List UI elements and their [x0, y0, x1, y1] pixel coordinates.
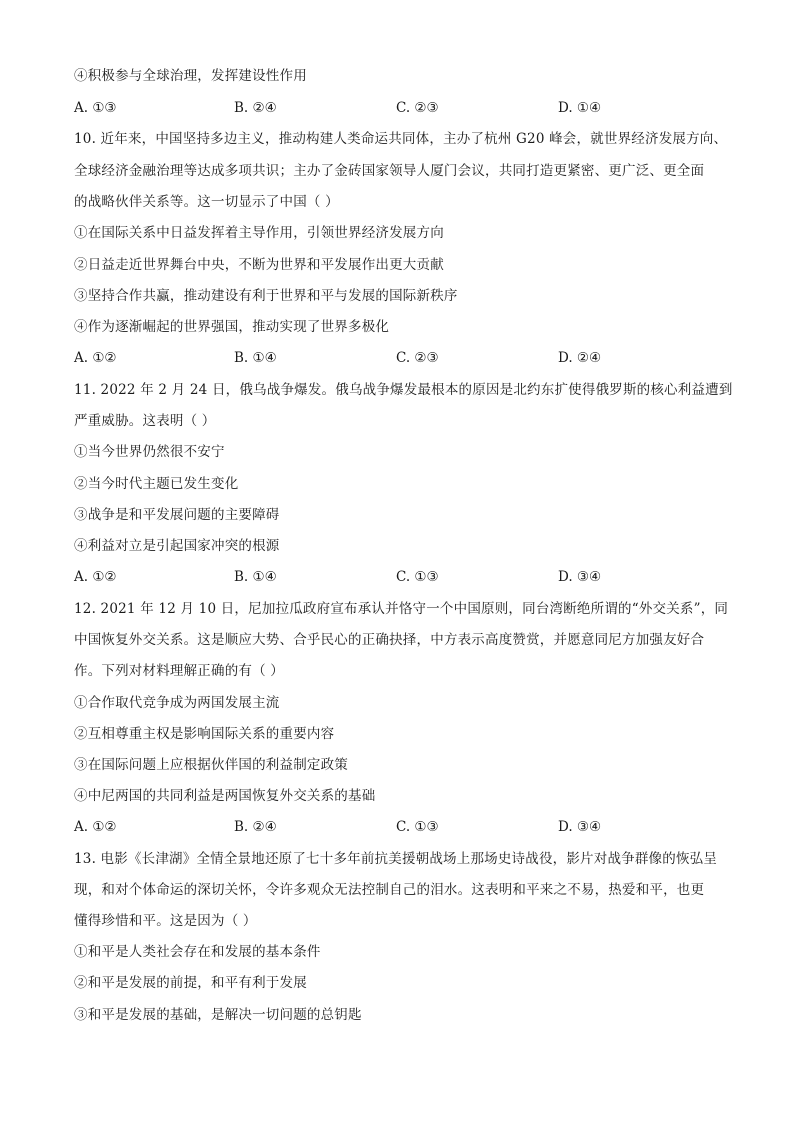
option-c[interactable]: C. ②③ [396, 100, 439, 116]
option-c[interactable]: C. ①③ [396, 569, 439, 585]
choice-statement: ①在国际关系中日益发挥着主导作用，引领世界经济发展方向 [74, 225, 444, 241]
option-a[interactable]: A. ①③ [74, 100, 117, 116]
answer-options [74, 349, 734, 367]
option-c[interactable]: C. ①③ [396, 819, 439, 835]
option-b[interactable]: B. ①④ [234, 350, 277, 366]
choice-statement: ②互相尊重主权是影响国际关系的重要内容 [74, 726, 335, 742]
choice-statement: ①和平是人类社会存在和发展的基本条件 [74, 944, 321, 960]
question-13-stem: 现，和对个体命运的深切关怀，令许多观众无法控制自己的泪水。这表明和平来之不易，热爱和平，也更 [74, 882, 705, 898]
option-a[interactable]: A. ①② [74, 569, 117, 585]
choice-statement: ①合作取代竞争成为两国发展主流 [74, 695, 280, 711]
choice-statement: ④积极参与全球治理，发挥建设性作用 [74, 68, 307, 84]
question-11-stem: 11. 2022 年 2 月 24 日，俄乌战争爆发。俄乌战争爆发最根本的原因是北约东扩使得俄罗斯的核心利益遭到 [74, 382, 733, 398]
option-d[interactable]: D. ③④ [558, 569, 602, 585]
option-a[interactable]: A. ①② [74, 350, 117, 366]
option-b[interactable]: B. ②④ [234, 819, 277, 835]
choice-statement: ④利益对立是引起国家冲突的根源 [74, 538, 280, 554]
choice-statement: ②和平是发展的前提，和平有利于发展 [74, 975, 307, 991]
question-10-stem: 10. 近年来，中国坚持多边主义，推动构建人类命运共同体，主办了杭州 G20 峰会，就世界经济发展方向、 [74, 131, 728, 147]
option-b[interactable]: B. ①④ [234, 569, 277, 585]
option-d[interactable]: D. ③④ [558, 819, 602, 835]
choice-statement: ①当今世界仍然很不安宁 [74, 444, 225, 460]
choice-statement: ④作为逐渐崛起的世界强国，推动实现了世界多极化 [74, 319, 390, 335]
question-11-stem: 严重威胁。这表明（ ） [74, 413, 216, 429]
choice-statement: ②日益走近世界舞台中央，不断为世界和平发展作出更大贡献 [74, 257, 444, 273]
answer-options [74, 99, 734, 117]
question-12-stem: 作。下列对材料理解正确的有（ ） [74, 663, 284, 679]
choice-statement: ③战争是和平发展问题的主要障碍 [74, 507, 280, 523]
option-d[interactable]: D. ②④ [558, 350, 602, 366]
choice-statement: ②当今时代主题已发生变化 [74, 476, 239, 492]
option-b[interactable]: B. ②④ [234, 100, 277, 116]
question-10-stem: 全球经济金融治理等达成多项共识；主办了金砖国家领导人厦门会议，共同打造更紧密、更广泛、更全面 [74, 163, 705, 179]
question-10-stem: 的战略伙伴关系等。这一切显示了中国（ ） [74, 194, 339, 210]
answer-options [74, 818, 734, 836]
choice-statement: ③在国际问题上应根据伙伴国的利益制定政策 [74, 757, 348, 773]
question-13-stem: 懂得珍惜和平。这是因为（ ） [74, 913, 257, 929]
question-13-stem: 13. 电影《长津湖》全情全景地还原了七十多年前抗美援朝战场上那场史诗战役，影片对战争群像的恢弘呈 [74, 851, 718, 867]
option-a[interactable]: A. ①② [74, 819, 117, 835]
choice-statement: ④中尼两国的共同利益是两国恢复外交关系的基础 [74, 788, 376, 804]
question-12-stem: 中国恢复外交关系。这是顺应大势、合乎民心的正确抉择，中方表示高度赞赏，并愿意同尼方加强友好合 [74, 632, 705, 648]
question-12-stem: 12. 2021 年 12 月 10 日，尼加拉瓜政府宣布承认并恪守一个中国原则，同台湾断绝所谓的“外交关系”，同 [74, 601, 729, 617]
choice-statement: ③坚持合作共赢，推动建设有利于世界和平与发展的国际新秩序 [74, 288, 458, 304]
choice-statement: ③和平是发展的基础，是解决一切问题的总钥匙 [74, 1007, 362, 1023]
answer-options [74, 568, 734, 586]
option-c[interactable]: C. ②③ [396, 350, 439, 366]
option-d[interactable]: D. ①④ [558, 100, 602, 116]
